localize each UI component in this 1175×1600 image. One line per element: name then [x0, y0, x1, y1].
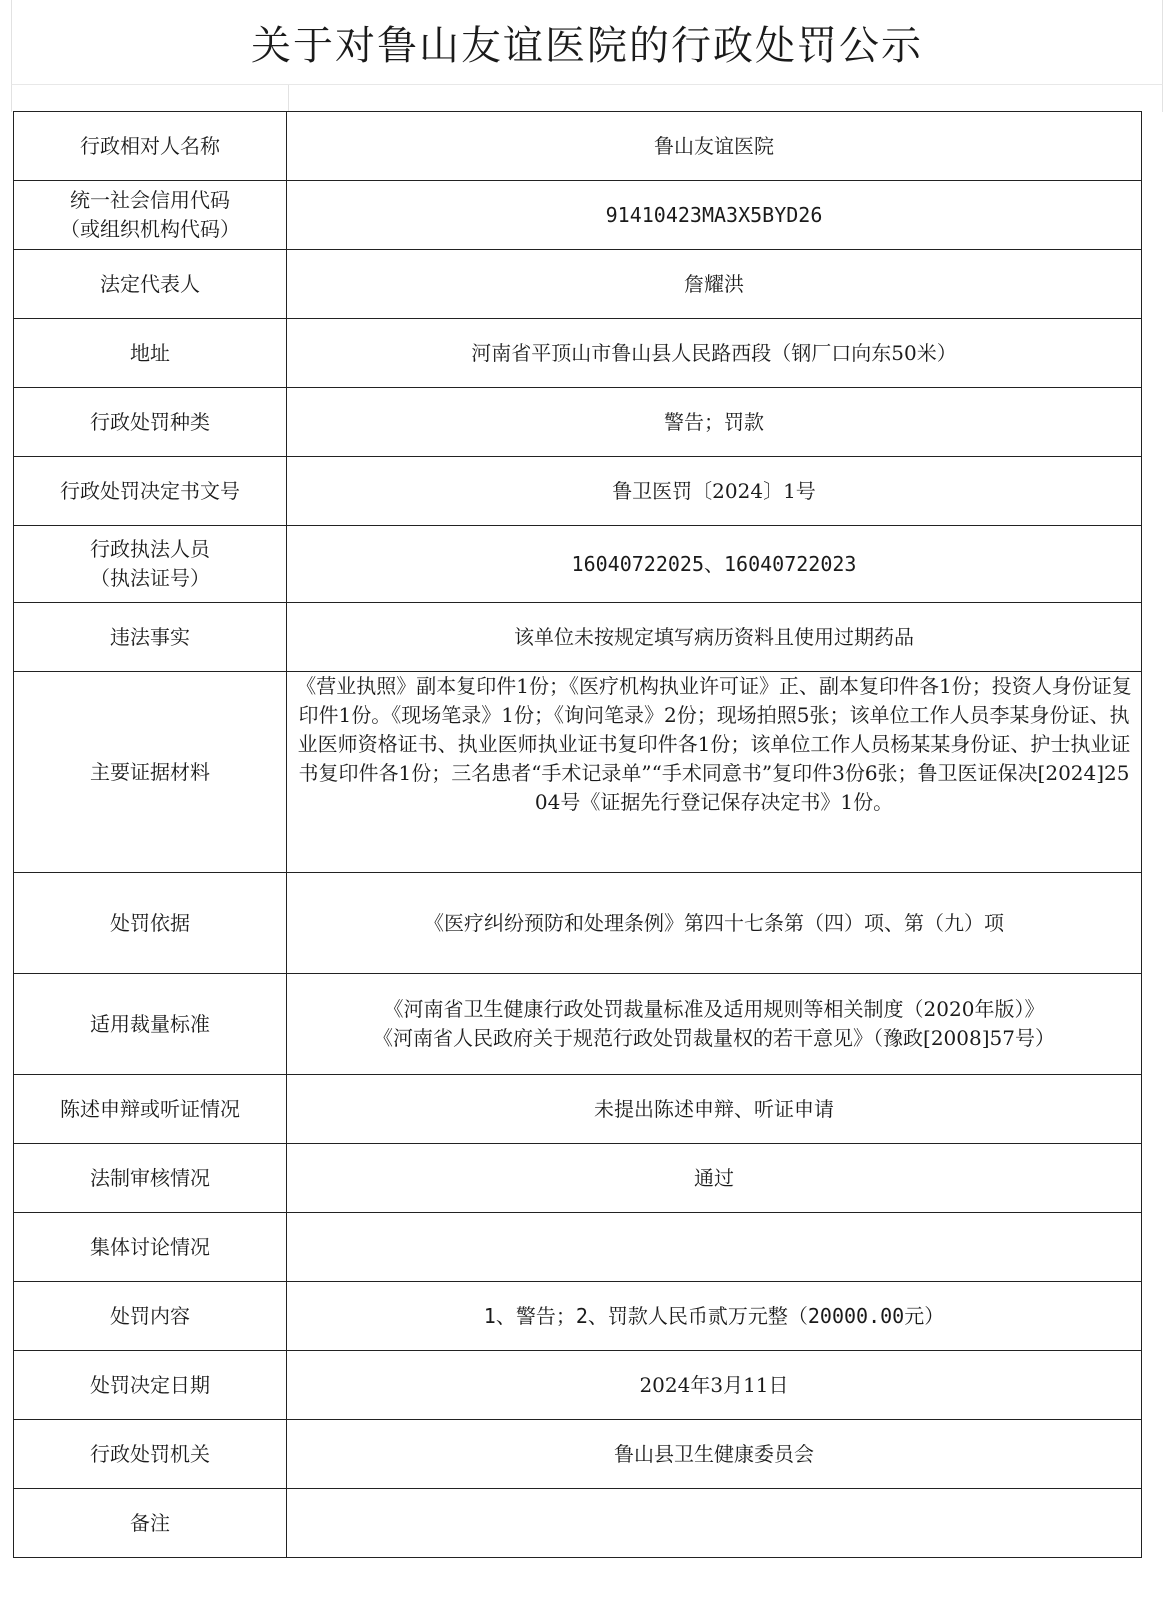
table-row — [14, 603, 1142, 672]
row-label: 处罚内容 — [14, 1282, 287, 1351]
page-title: 关于对鲁山友谊医院的行政处罚公示 — [251, 22, 923, 69]
label-line: 统一社会信用代码 — [70, 188, 230, 212]
row-label: 适用裁量标准 — [14, 974, 287, 1075]
row-value: 未提出陈述申辩、听证申请 — [287, 1075, 1142, 1144]
row-label: 地址 — [14, 319, 287, 388]
table-row — [14, 112, 1142, 181]
value-line: 《河南省人民政府关于规范行政处罚裁量权的若干意见》（豫政[2008]57号） — [373, 1026, 1055, 1050]
row-value: 鲁山友谊医院 — [287, 112, 1142, 181]
row-label: 行政处罚机关 — [14, 1420, 287, 1489]
row-value: 《营业执照》副本复印件1份；《医疗机构执业许可证》正、副本复印件各1份；投资人身份证复印件1份。《现场笔录》1份；《询问笔录》2份；现场拍照5张；该单位工作人员李某身份证、执业医师资格证书、执业医师执业证书复印件各1份；该单位工作人员杨某某身份证、护士执业证书复印件各1份；三名患者“手术记录单”“手术同意书”复印件3份6张；鲁卫医证保决[2024]2504号《证据先行登记保存决定书》1份。 — [287, 672, 1142, 873]
row-value: 16040722025、16040722023 — [287, 526, 1142, 603]
row-value: 警告；罚款 — [287, 388, 1142, 457]
row-label: 处罚决定日期 — [14, 1351, 287, 1420]
table-row — [14, 457, 1142, 526]
row-label: 备注 — [14, 1489, 287, 1558]
row-label: 集体讨论情况 — [14, 1213, 287, 1282]
row-value — [287, 1213, 1142, 1282]
title-bar — [11, 0, 1163, 84]
row-label — [14, 181, 287, 250]
table-row — [14, 1420, 1142, 1489]
row-label: 主要证据材料 — [14, 672, 287, 873]
row-value: 鲁山县卫生健康委员会 — [287, 1420, 1142, 1489]
row-value: 该单位未按规定填写病历资料且使用过期药品 — [287, 603, 1142, 672]
table-row — [14, 1075, 1142, 1144]
table-row — [14, 1489, 1142, 1558]
table-row — [14, 1282, 1142, 1351]
row-value: 通过 — [287, 1144, 1142, 1213]
row-value: 91410423MA3X5BYD26 — [287, 181, 1142, 250]
table-row — [14, 526, 1142, 603]
row-label: 行政处罚决定书文号 — [14, 457, 287, 526]
row-value: 2024年3月11日 — [287, 1351, 1142, 1420]
table-row — [14, 250, 1142, 319]
table-row — [14, 974, 1142, 1075]
table-row — [14, 672, 1142, 873]
row-label: 法定代表人 — [14, 250, 287, 319]
value-line: 《河南省卫生健康行政处罚裁量标准及适用规则等相关制度（2020年版）》 — [383, 997, 1045, 1021]
label-line: （执法证号） — [90, 566, 210, 590]
label-line: 行政执法人员 — [90, 537, 210, 561]
table-row — [14, 319, 1142, 388]
penalty-table — [13, 111, 1142, 1558]
row-value: 河南省平顶山市鲁山县人民路西段（钢厂口向东50米） — [287, 319, 1142, 388]
table-row — [14, 1213, 1142, 1282]
row-label: 行政相对人名称 — [14, 112, 287, 181]
row-value: 《医疗纠纷预防和处理条例》第四十七条第（四）项、第（九）项 — [287, 873, 1142, 974]
table-row — [14, 1144, 1142, 1213]
row-value: 1、警告；2、罚款人民币贰万元整（20000.00元） — [287, 1282, 1142, 1351]
row-value: 鲁卫医罚〔2024〕1号 — [287, 457, 1142, 526]
spacer-row — [11, 84, 1163, 112]
row-value — [287, 974, 1142, 1075]
row-value — [287, 1489, 1142, 1558]
row-label: 处罚依据 — [14, 873, 287, 974]
row-label: 违法事实 — [14, 603, 287, 672]
table-row — [14, 388, 1142, 457]
row-label: 陈述申辩或听证情况 — [14, 1075, 287, 1144]
table-row — [14, 1351, 1142, 1420]
table-row — [14, 181, 1142, 250]
row-label — [14, 526, 287, 603]
table-row — [14, 873, 1142, 974]
row-label: 行政处罚种类 — [14, 388, 287, 457]
label-line: （或组织机构代码） — [60, 217, 240, 241]
row-label: 法制审核情况 — [14, 1144, 287, 1213]
row-value: 詹耀洪 — [287, 250, 1142, 319]
